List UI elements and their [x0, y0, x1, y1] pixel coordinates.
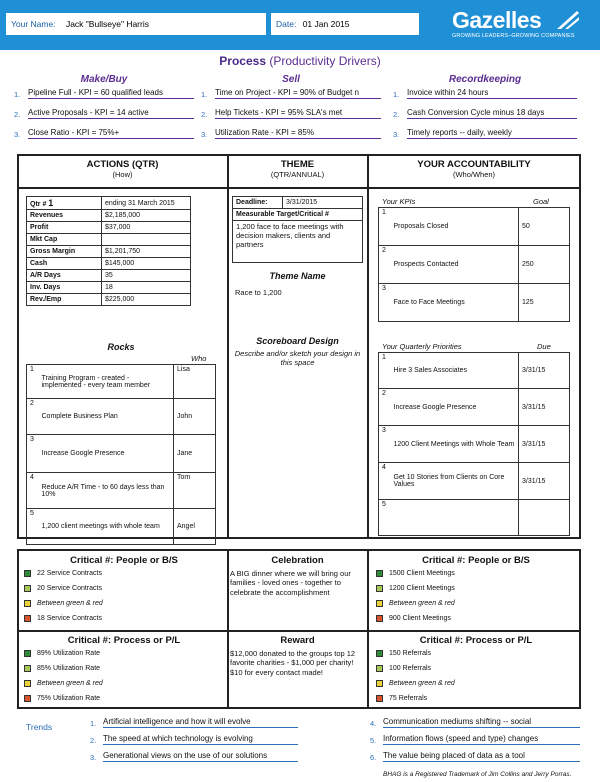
due-label: Due: [537, 342, 551, 351]
sell-item[interactable]: 2. Help Tickets - KPI = 95% SLA's met: [201, 108, 381, 119]
critical-row: 20 Service Contracts: [24, 581, 224, 596]
critical-row: Between green & red: [24, 676, 224, 691]
name-value: Jack "Bullseye" Harris: [65, 19, 149, 29]
table-row: A/R Days 35: [27, 270, 191, 282]
recordkeeping-item[interactable]: 1. Invoice within 24 hours: [393, 88, 577, 99]
status-green-icon: [24, 570, 31, 577]
name-label: Your Name:: [11, 19, 56, 29]
table-row: 4 Reduce A/R Time - to 60 days less than 10% Tom: [27, 473, 216, 509]
process-col-makebuy: [14, 74, 194, 139]
table-row: 2 Increase Google Presence 3/31/15: [379, 389, 570, 426]
priorities-table: [378, 352, 570, 536]
sell-heading: Sell: [282, 74, 300, 85]
tagline: GROWING LEADERS–GROWING COMPANIES: [452, 33, 575, 39]
trend-item[interactable]: 2. The speed at which technology is evolving: [90, 734, 298, 745]
table-row: 1 Proposals Closed 50: [379, 208, 570, 246]
status-green-icon: [24, 650, 31, 657]
table-row: 3 1200 Client Meetings with Whole Team 3/31/15: [379, 426, 570, 463]
status-yellow-icon: [24, 680, 31, 687]
reward-text[interactable]: $12,000 donated to the groups top 12 favorite charities - $1,000 per charity! $10 for every contact made!: [230, 649, 356, 677]
priorities-label: Your Quarterly Priorities: [382, 342, 462, 351]
divider: [227, 550, 229, 708]
table-row: 2 Complete Business Plan John: [27, 399, 216, 435]
recordkeeping-item[interactable]: 2. Cash Conversion Cycle minus 18 days: [393, 108, 577, 119]
date-label: Date:: [276, 19, 297, 29]
critical-row: 89% Utilization Rate: [24, 646, 224, 661]
table-row: Mkt Cap: [27, 234, 191, 246]
trends-left: [90, 717, 298, 762]
theme-name-value[interactable]: Race to 1,200: [235, 288, 282, 297]
table-row: 1 Hire 3 Sales Associates 3/31/15: [379, 353, 570, 389]
critical-row: 1500 Client Meetings: [376, 566, 576, 581]
who-label: Who: [191, 354, 207, 363]
critical-process-right: Critical #: Process or P/L 150 Referrals 100 Referrals Between green & red 75 Referrals: [376, 635, 576, 706]
gazelles-logo: Gazelles: [452, 7, 542, 33]
qtr-value[interactable]: ending 31 March 2015: [102, 197, 191, 210]
process-col-recordkeeping: [393, 74, 577, 139]
trends-right: [370, 717, 580, 762]
actions-header: ACTIONS (QTR) (How): [86, 159, 159, 179]
status-lightgreen-icon: [376, 665, 383, 672]
table-row: 3 Face to Face Meetings 125: [379, 284, 570, 322]
celebration-text[interactable]: A BIG dinner where we will bring our families - loved ones - together to celebrate the accomplishment: [230, 569, 351, 597]
status-red-icon: [24, 615, 31, 622]
critical-row: Between green & red: [376, 596, 576, 611]
divider: [18, 630, 580, 632]
makebuy-item[interactable]: 1. Pipeline Full - KPI = 60 qualified leads: [14, 88, 194, 99]
footer-trademark: BHAG is a Registered Trademark of Jim Collins and Jerry Porras.: [383, 771, 572, 778]
process-title: [0, 54, 600, 68]
critical-row: 85% Utilization Rate: [24, 661, 224, 676]
celebration-section: [230, 555, 365, 597]
critical-row: 900 Client Meetings: [376, 611, 576, 626]
theme-name-heading: Theme Name: [269, 271, 326, 281]
table-row: 5: [379, 500, 570, 536]
status-red-icon: [376, 695, 383, 702]
process-title-bold: Process: [219, 54, 266, 68]
critical-row: 22 Service Contracts: [24, 566, 224, 581]
table-row: Qtr # 1 ending 31 March 2015: [27, 197, 191, 210]
table-row: Profit $37,000: [27, 222, 191, 234]
critical-row: 150 Referrals: [376, 646, 576, 661]
gazelle-horn-icon: [555, 9, 581, 31]
process-col-sell: [201, 74, 381, 139]
critical-row: 75% Utilization Rate: [24, 691, 224, 706]
rocks-table: [26, 364, 216, 545]
table-row: 4 Get 10 Stories from Clients on Core Values 3/31/15: [379, 463, 570, 500]
trend-item[interactable]: 4. Communication mediums shifting -- social: [370, 717, 580, 728]
kpis-label: Your KPIs: [382, 197, 416, 206]
critical-row: 18 Service Contracts: [24, 611, 224, 626]
recordkeeping-heading: Recordkeeping: [448, 74, 522, 85]
status-green-icon: [376, 650, 383, 657]
critical-row: Between green & red: [376, 676, 576, 691]
theme-header: THEME (QTR/ANNUAL): [270, 159, 325, 179]
kpis-table: [378, 207, 570, 322]
theme-table: [232, 196, 363, 263]
makebuy-heading: Make/Buy: [80, 74, 128, 85]
status-yellow-icon: [376, 680, 383, 687]
rocks-heading: Rocks: [107, 342, 135, 352]
recordkeeping-item[interactable]: 3. Timely reports -- daily, weekly: [393, 128, 577, 139]
table-row: Inv. Days 18: [27, 282, 191, 294]
makebuy-item[interactable]: 3. Close Ratio - KPI = 75%+: [14, 128, 194, 139]
status-lightgreen-icon: [24, 585, 31, 592]
trend-item[interactable]: 6. The value being placed of data as a tool: [370, 751, 580, 762]
trends-label: Trends: [26, 722, 53, 732]
status-red-icon: [376, 615, 383, 622]
trend-item[interactable]: 5. Information flows (speed and type) changes: [370, 734, 580, 745]
accountability-header: YOUR ACCOUNTABILITY (Who/When): [417, 159, 531, 179]
status-yellow-icon: [376, 600, 383, 607]
trend-item[interactable]: 1. Artificial intelligence and how it will evolve: [90, 717, 298, 728]
reward-title: Reward: [280, 635, 315, 646]
table-row: Deadline: 3/31/2015: [233, 197, 363, 209]
sell-item[interactable]: 3. Utilization Rate - KPI = 85%: [201, 128, 381, 139]
makebuy-item[interactable]: 2. Active Proposals - KPI = 14 active: [14, 108, 194, 119]
critical-row: 75 Referrals: [376, 691, 576, 706]
status-green-icon: [376, 570, 383, 577]
celebration-title: Celebration: [271, 555, 324, 566]
process-title-rest: (Productivity Drivers): [269, 54, 381, 68]
table-row: Cash $145,000: [27, 258, 191, 270]
critical-row: Between green & red: [24, 596, 224, 611]
critical-row: 100 Referrals: [376, 661, 576, 676]
goal-label: Goal: [533, 197, 549, 206]
status-lightgreen-icon: [376, 585, 383, 592]
divider: [367, 550, 369, 708]
critical-people-left: Critical #: People or B/S 22 Service Contracts 20 Service Contracts Between green & red 18 Service Contracts: [24, 555, 224, 626]
critical-process-left: Critical #: Process or P/L 89% Utilization Rate 85% Utilization Rate Between green & red 75% Utilization Rate: [24, 635, 224, 706]
date-value: 01 Jan 2015: [302, 19, 350, 29]
trend-item[interactable]: 3. Generational views on the use of our solutions: [90, 751, 298, 762]
table-row: 1 Training Program - created - implemented - every team member Lisa: [27, 365, 216, 399]
table-row: Rev./Emp $225,000: [27, 294, 191, 306]
table-row: 3 Increase Google Presence Jane: [27, 435, 216, 473]
critical-people-right: Critical #: People or B/S 1500 Client Meetings 1200 Client Meetings Between green & red 900 Client Meetings: [376, 555, 576, 626]
scoreboard-heading: Scoreboard Design: [256, 336, 339, 346]
divider: [18, 187, 580, 189]
divider: [227, 155, 229, 538]
table-row: Measurable Target/Critical #: [233, 209, 363, 221]
status-yellow-icon: [24, 600, 31, 607]
table-row: 2 Prospects Contacted 250: [379, 246, 570, 284]
table-row: Gross Margin $1,201,750: [27, 246, 191, 258]
critical-row: 1200 Client Meetings: [376, 581, 576, 596]
date-field[interactable]: [271, 13, 419, 35]
status-red-icon: [24, 695, 31, 702]
table-row: Revenues $2,185,000: [27, 210, 191, 222]
scoreboard-desc: Describe and/or sketch your design in this space: [234, 349, 361, 367]
table-row: 1,200 face to face meetings with decision makers, clients and partners: [233, 221, 363, 263]
name-field[interactable]: [6, 13, 266, 35]
reward-section: [230, 635, 365, 677]
financials-table: [26, 196, 191, 306]
status-lightgreen-icon: [24, 665, 31, 672]
divider: [367, 155, 369, 538]
table-row: 5 1,200 client meetings with whole team Angel: [27, 509, 216, 545]
sell-item[interactable]: 1. Time on Project - KPI = 90% of Budget n: [201, 88, 381, 99]
